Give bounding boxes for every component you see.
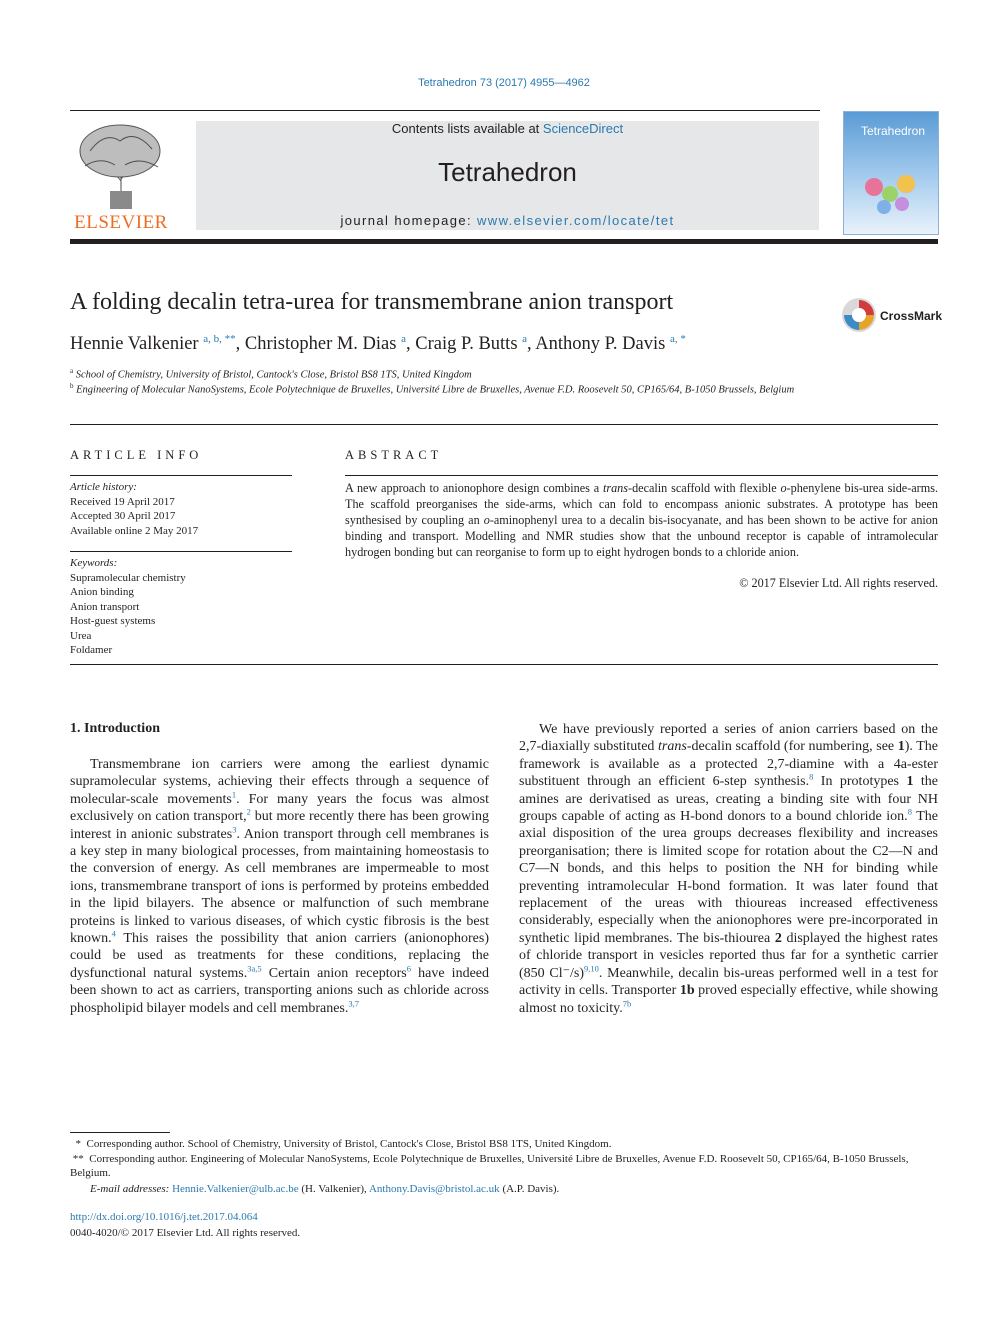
email-link[interactable]: Anthony.Davis@bristol.ac.uk [368,1183,500,1195]
author-separator: , [235,334,245,355]
author-marks[interactable]: a, * [669,333,686,345]
online-date: Available online 2 May 2017 [70,524,199,537]
citation-ref[interactable]: 6 [406,963,411,974]
article-history [70,480,198,538]
cover-title: Tetrahedron [860,124,926,138]
affiliation-text: Engineering of Molecular NanoSystems, Ecole Polytechnique de Bruxelles, Université Libre de Bruxelles, Avenue F.D. Roosevelt 50, CP165/64, B-1050 Brussels, Belgium [76,384,795,396]
affiliation-text: School of Chemistry, University of Bristol, Cantock's Close, Bristol BS8 1TS, United Kingdom [75,369,472,381]
citation-ref[interactable]: 2 [246,806,251,817]
homepage-prefix: journal homepage: [340,213,477,228]
keyword: Anion transport [70,600,140,613]
section-rule [70,424,938,425]
introduction-heading: 1. Introduction [70,721,160,736]
contents-line [196,121,819,136]
journal-citation[interactable]: Tetrahedron 73 (2017) 4955—4962 [418,77,590,89]
accepted-date: Accepted 30 April 2017 [70,510,176,522]
journal-name: Tetrahedron [438,157,577,187]
abstract-rule [345,475,938,476]
citation-ref[interactable]: 8 [809,771,814,782]
author-marks[interactable]: a, b, ** [203,333,236,345]
info-rule [70,475,292,476]
citation-ref[interactable]: 3,7 [348,998,360,1009]
citation-ref[interactable]: 9,10 [584,963,599,974]
history-label: Article history: [70,481,137,493]
footnote-corresponding-1: * Corresponding author. School of Chemistry, University of Bristol, Cantock's Close, Bristol BS8 1TS, United Kingdom. [70,1138,612,1150]
affiliation-mark: a [70,367,74,375]
citation-ref[interactable]: 4 [111,928,116,939]
doi-link[interactable]: http://dx.doi.org/10.1016/j.tet.2017.04.064 [70,1211,258,1223]
keywords-label: Keywords: [70,557,118,569]
homepage-link[interactable]: www.elsevier.com/locate/tet [477,213,675,228]
author-name[interactable]: Craig P. Butts [415,334,518,355]
author-separator: , [405,334,416,355]
affiliation-b [70,379,810,398]
intro-paragraph: Transmembrane ion carriers were among the earliest dynamic supramolecular systems, achieving their effects through a sequence of molecular-scale movements$^1$. For many years the focus was almost exclusively on cation transport,$^2$ but more recently there has been growing interest in anionic substrates$^3$. Anion transport through cell membranes is a key step in many biological processes, from maintaining homeostasis to the conversion of energy. As cell membranes are impermeable to most ions, transmembrane transport of ions is performed by proteins embedded in the lipid bilayers. The absence or malfunction of such membrane proteins is linked to various diseases, of which cystic fibrosis is the best known.$^4$ This raises the possibility that anion carriers (anionophores) could be used as treatments for these conditions, replacing the dysfunctional natural systems.$^{3a,5}$ Certain anion receptors$^6$ have indeed been shown to act as carriers, transporting anions such as chloride across phospholipid bilayer models and cell membranes.$^{3,7}$ [70,757,489,1016]
keywords-block [70,556,186,658]
author-name[interactable]: Christopher M. Dias [244,334,397,355]
header-thick-rule [70,239,938,244]
info-rule [70,551,292,552]
author-marks[interactable]: a [522,333,528,345]
abstract-text: A new approach to anionophore design combines a trans-decalin scaffold with flexible o-phenylene bis-urea side-arms. The scaffold preorganises the side-arms, which can fold to encompass anionic substrates. A prototype has been synthesised by coupling an o-aminophenyl urea to a decalin bis-isocyanate, and has been shown to be active for anion binding and transport. Modelling and NMR studies show that the unbound receptor is capable of intramolecular hydrogen bonding but can reorganise to form up to eight hydrogen bonds to a chloride anion. [345,481,938,559]
abstract-copyright: © 2017 Elsevier Ltd. All rights reserved. [739,576,938,590]
issn-copyright: 0040-4020/© 2017 Elsevier Ltd. All rights reserved. [70,1227,301,1239]
email-label: E-mail addresses: [90,1183,173,1195]
keyword: Anion binding [70,586,134,598]
body-column-left [70,756,489,1017]
author-name[interactable]: Anthony P. Davis [535,334,666,355]
article-title: A folding decalin tetra-urea for transmembrane anion transport [70,289,674,315]
section-rule [70,664,938,665]
received-date: Received 19 April 2017 [70,495,175,508]
email-link[interactable]: Hennie.Valkenier@ulb.ac.be [172,1183,299,1195]
keyword: Host-guest systems [70,615,156,627]
keyword: Foldamer [70,644,113,656]
author-separator: , [527,334,536,355]
intro-paragraph: We have previously reported a series of anion carriers based on the 2,7-diaxially substituted trans-decalin scaffold (for numbering, see 1). The framework is available as a protected 2,7-diamine with a 4a-ester substituent through an efficient 6-step synthesis.$^8$ In prototypes 1 the amines are derivatised as ureas, creating a binding site with four NH groups capable of acting as H-bond donors to a bound chloride ion.$^8$ The axial disposition of the urea groups decreases flexibility and increases preorganisation; there is limited scope for rotation about the C2—N and C7—N bonds, and this helps to position the NH for binding while preventing intramolecular H-bond formation. It was later found that replacement of the ureas with thioureas increased effectiveness considerably, especially when the anionophores were pre-incorporated in synthetic lipid membranes. The bis-thiourea 2 displayed the highest rates of chloride transport in vesicles reported thus far for a synthetic carrier (850 Cl⁻/s)$^{9,10}$. Meanwhile, decalin bis-ureas performed well in a test for activity in cells. Transporter 1b proved especially effective, while showing almost no toxicity.$^{7b}$ [519,722,939,1016]
keyword: Urea [70,629,92,642]
citation-ref[interactable]: 7b [622,997,632,1008]
header-rule [70,110,820,111]
homepage-line [196,213,819,228]
footnote-emails: E-mail addresses: Hennie.Valkenier@ulb.ac.be (H. Valkenier), Anthony.Davis@bristol.ac.uk (A.P. Davis). [90,1183,560,1195]
citation-ref[interactable]: 8 [907,806,912,817]
author-name[interactable]: Hennie Valkenier [70,334,199,355]
author-marks[interactable]: a [401,333,406,345]
sciencedirect-link[interactable]: ScienceDirect [542,121,624,136]
footnote-rule [70,1132,170,1133]
contents-prefix: Contents lists available at [391,121,543,136]
body-column-right [519,721,938,1017]
abstract-heading: ABSTRACT [345,448,443,462]
citation-ref[interactable]: 3 [232,823,237,834]
keyword: Supramolecular chemistry [70,571,186,584]
author-list [70,333,686,355]
affiliation-mark: b [70,382,74,390]
citation-ref[interactable]: 1 [231,789,237,800]
crossmark-label[interactable]: CrossMark [880,309,943,323]
elsevier-wordmark: ELSEVIER [74,212,168,233]
footnote-corresponding-2: ** Corresponding author. Engineering of Molecular NanoSystems, Ecole Polytechnique de Bruxelles, Université Libre de Bruxelles, Avenue F.D. Roosevelt 50, CP165/64, B-1050 Brussels, Belgium. [70,1153,912,1179]
article-info-heading: ARTICLE INFO [70,448,203,462]
citation-ref[interactable]: 3a,5 [247,963,262,974]
